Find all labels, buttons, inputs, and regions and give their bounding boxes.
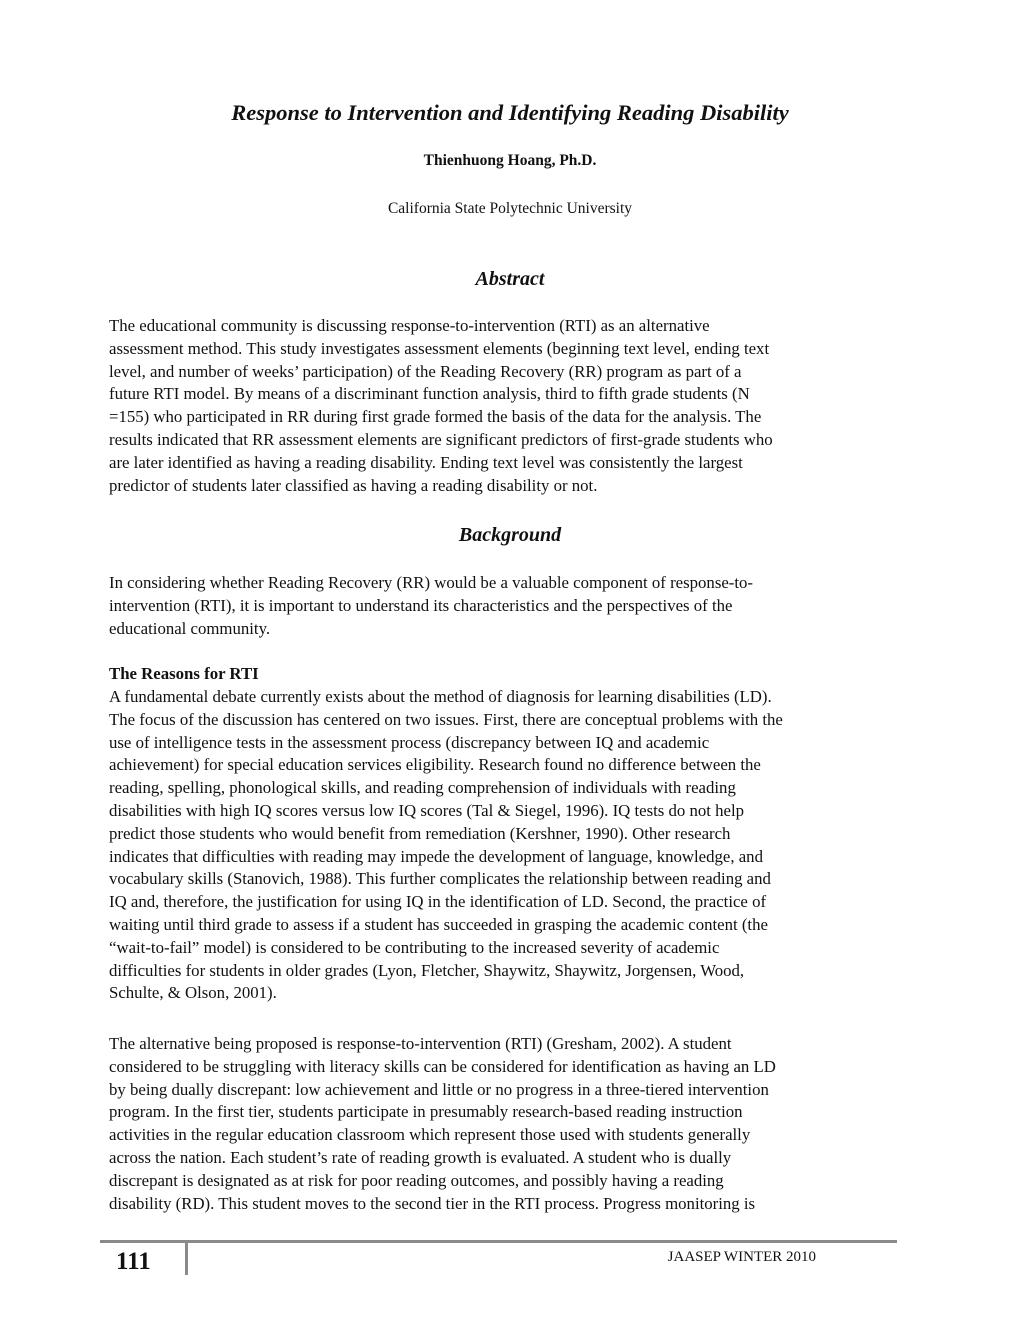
section-subheading: The Reasons for RTI: [109, 664, 259, 683]
text-line: The educational community is discussing response-to-intervention (RTI) as an alternative: [109, 316, 710, 335]
text-line: use of intelligence tests in the assessment process (discrepancy between IQ and academic: [109, 732, 710, 752]
text-line: predictor of students later classified as having a reading disability or not.: [109, 475, 598, 495]
text-line: IQ and, therefore, the justification for using IQ in the identification of LD. Second, the practice of: [109, 892, 767, 912]
body-paragraph-1: [109, 686, 929, 1005]
text-line: indicates that difficulties with reading may impede the development of language, knowledge, and: [109, 846, 763, 866]
text-line: predict those students who would benefit from remediation (Kershner, 1990). Other research: [109, 823, 731, 843]
text-line: program. In the first tier, students participate in presumably research-based reading instruction: [109, 1102, 743, 1122]
footer-divider: [185, 1240, 188, 1275]
text-line: educational community.: [109, 618, 271, 638]
text-line: Schulte, & Olson, 2001).: [109, 983, 277, 1003]
background-intro-paragraph: [109, 572, 929, 640]
text-line: level, and number of weeks’ participation) of the Reading Recovery (RR) program as part of a: [109, 361, 742, 381]
body-paragraph-2: [109, 1033, 929, 1215]
text-line: In considering whether Reading Recovery (RR) would be a valuable component of response-to-: [109, 573, 754, 592]
text-line: considered to be struggling with literacy skills can be considered for identification as having an LD: [109, 1056, 776, 1076]
text-line: vocabulary skills (Stanovich, 1988). This further complicates the relationship between reading and: [109, 869, 771, 889]
text-line: intervention (RTI), it is important to understand its characteristics and the perspectives of the: [109, 595, 733, 615]
text-line: A fundamental debate currently exists about the method of diagnosis for learning disabilities (LD).: [109, 687, 772, 706]
text-line: =155) who participated in RR during first grade formed the basis of the data for the analysis. The: [109, 407, 762, 427]
abstract-paragraph: [109, 315, 929, 497]
background-heading: Background: [458, 524, 562, 546]
affiliation: California State Polytechnic University: [387, 200, 633, 217]
text-line: achievement) for special education services eligibility. Research found no difference between the: [109, 755, 761, 775]
text-line: waiting until third grade to assess if a student has succeeded in grasping the academic content (the: [109, 914, 768, 934]
text-line: results indicated that RR assessment elements are significant predictors of first-grade students who: [109, 429, 773, 449]
text-line: activities in the regular education classroom which represent those used with students generally: [109, 1125, 751, 1145]
page-number: 111: [116, 1248, 151, 1275]
text-line: reading, spelling, phonological skills, and reading comprehension of individuals with reading: [109, 778, 736, 798]
text-line: discrepant is designated as at risk for poor reading outcomes, and possibly having a reading: [109, 1170, 724, 1190]
footer-rule: [100, 1240, 897, 1243]
text-line: The alternative being proposed is response-to-intervention (RTI) (Gresham, 2002). A student: [109, 1034, 732, 1053]
text-line: future RTI model. By means of a discriminant function analysis, third to fifth grade students (N: [109, 384, 750, 404]
text-line: difficulties for students in older grades (Lyon, Fletcher, Shaywitz, Shaywitz, Jorgensen, Wood,: [109, 960, 745, 980]
text-line: are later identified as having a reading disability. Ending text level was consistently the largest: [109, 452, 743, 472]
abstract-heading: Abstract: [475, 268, 545, 290]
author: Thienhuong Hoang, Ph.D.: [423, 152, 597, 169]
text-line: across the nation. Each student’s rate of reading growth is evaluated. A student who is dually: [109, 1147, 732, 1167]
text-line: disabilities with high IQ scores versus low IQ scores (Tal & Siegel, 1996). IQ tests do not help: [109, 800, 745, 820]
text-line: “wait-to-fail” model) is considered to be contributing to the increased severity of academic: [109, 937, 720, 957]
paper-title: Response to Intervention and Identifying Reading Disability: [231, 100, 789, 125]
text-line: disability (RD). This student moves to the second tier in the RTI process. Progress monitoring is: [109, 1193, 756, 1213]
text-line: by being dually discrepant: low achievement and little or no progress in a three-tiered intervention: [109, 1079, 769, 1099]
journal-name: JAASEP WINTER 2010: [667, 1249, 816, 1265]
text-line: The focus of the discussion has centered on two issues. First, there are conceptual problems with the: [109, 709, 783, 729]
text-line: assessment method. This study investigates assessment elements (beginning text level, ending text: [109, 338, 770, 358]
